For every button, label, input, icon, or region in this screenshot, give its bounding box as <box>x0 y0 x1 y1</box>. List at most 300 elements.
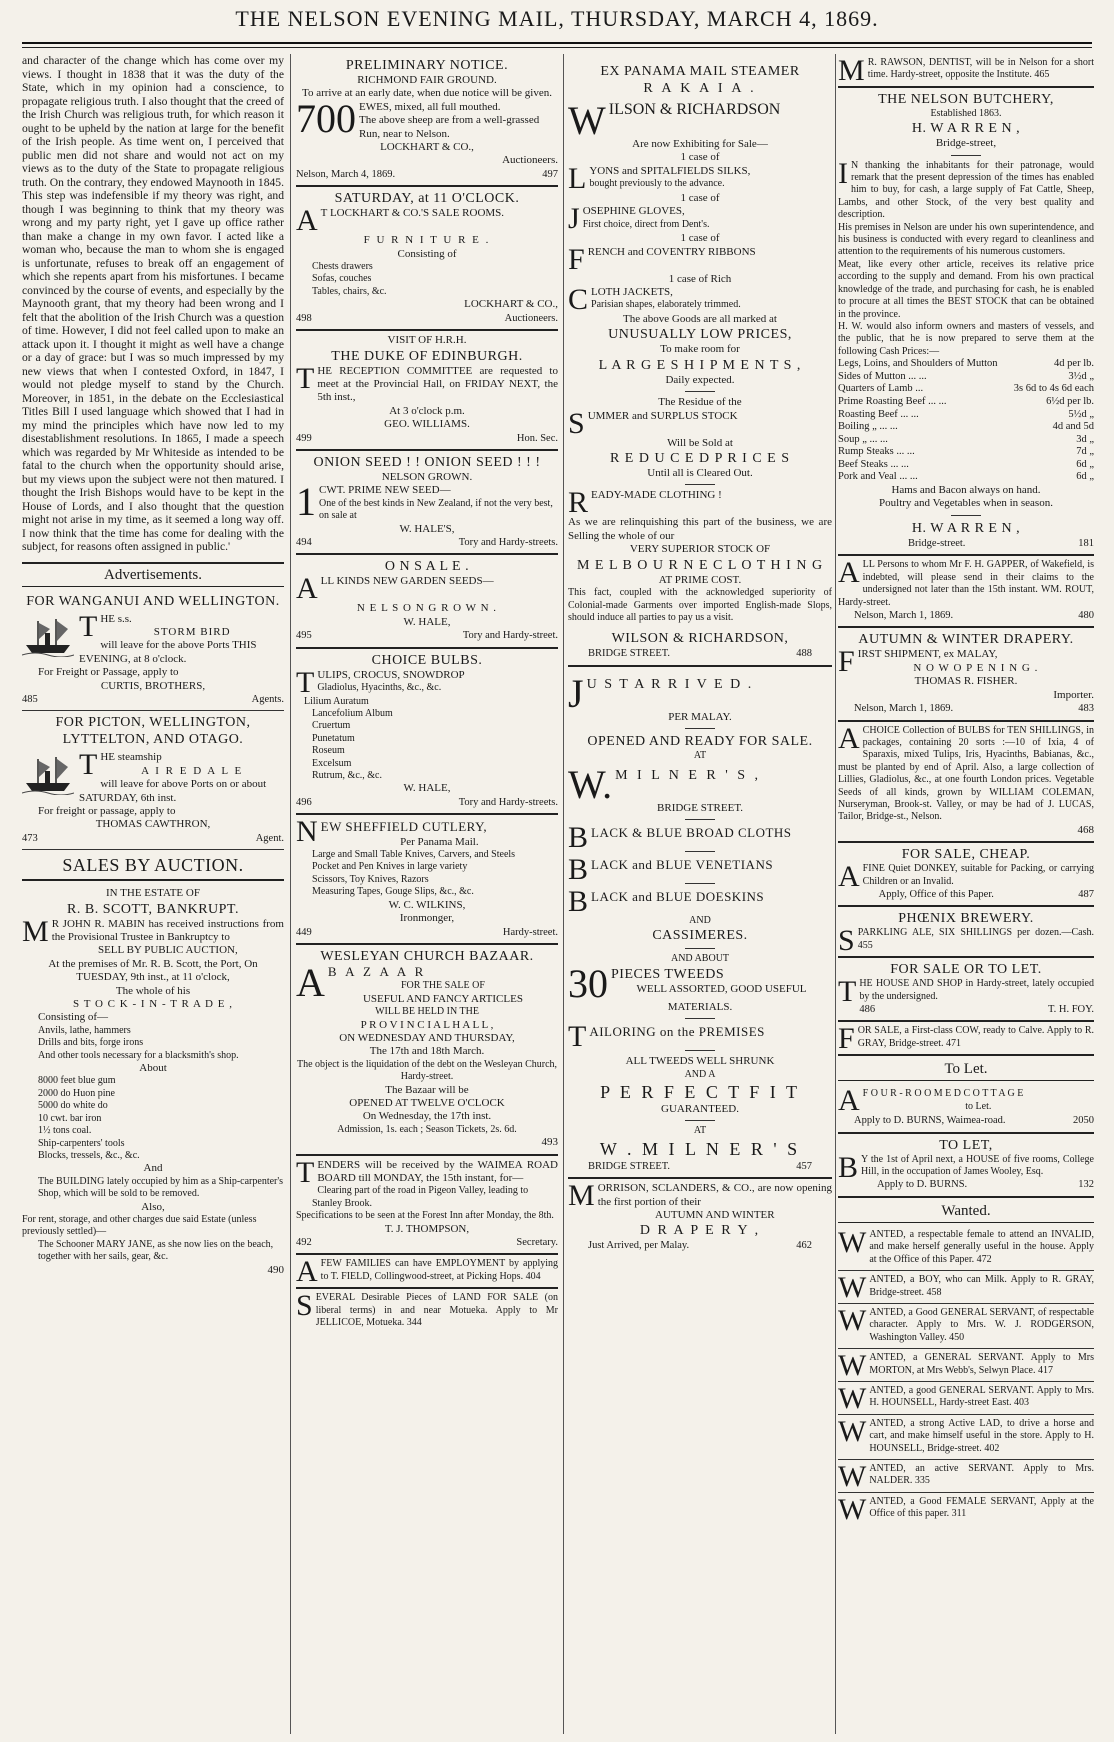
estate-line2: R. B. SCOTT, BANKRUPT. <box>67 901 239 917</box>
estate-ad <box>22 884 284 1281</box>
dropcap: A <box>296 1255 318 1289</box>
ad-number: 486 <box>859 1004 876 1016</box>
cow-body: OR SALE, a First-class COW, ready to Calve. Apply to R. GRAY, Bridge-street. <box>857 1025 1094 1049</box>
butchery-name: H. W A R R E N , <box>911 121 1021 137</box>
divider <box>685 1050 715 1051</box>
dropcap: F <box>568 242 585 276</box>
tolet2-apply: Apply to D. BURNS. <box>877 1179 968 1191</box>
column-1 <box>22 54 284 1734</box>
ad-number: 497 <box>542 168 558 180</box>
wanted-ad <box>838 1382 1094 1415</box>
estate-rent: For rent, storage, and other charges due said Estate (unless previously settled)— <box>22 1213 257 1238</box>
butchery-p3: Meat, like every other article, receives its relative price according to the supply and demand. From his own practical knowledge of the trade, and purchasing for cash, he is enabled to procure at all times the BEST STOCK that can be obtained in the province. <box>838 258 1094 320</box>
wanganui-freight: For Freight or Passage, apply to <box>38 666 179 679</box>
ad-number: 181 <box>1078 537 1094 549</box>
wanted-ad <box>838 1493 1094 1525</box>
bulbs-item: Gladiolus, Hyacinths, &c., &c. <box>317 682 442 693</box>
wanganui-ad <box>22 590 284 712</box>
ad-number: 311 <box>951 1508 967 1520</box>
onsale-street: Tory and Hardy-street. <box>462 630 558 642</box>
butchery-poultry: Poultry and Vegetables when in season. <box>879 497 1053 510</box>
estate-sell: SELL BY PUBLIC AUCTION, <box>97 944 238 957</box>
dropcap: W <box>838 1349 867 1383</box>
dropcap: M <box>568 1179 595 1213</box>
ad-number: 494 <box>296 536 312 548</box>
bazaar-opened: OPENED AT TWELVE O'CLOCK <box>349 1096 505 1109</box>
dropcap: W <box>838 1414 867 1448</box>
bazaar-admission: Admission, 1s. each ; Season Tickets, 2s. 6d. <box>337 1123 517 1135</box>
bulbs-sign: W. HALE, <box>403 782 451 795</box>
estate-and: And <box>143 1162 163 1175</box>
onion-sub: NELSON GROWN. <box>381 470 473 483</box>
price-value: 6½d per lb. <box>1046 395 1094 407</box>
bazaar-title: WESLEYAN CHURCH BAZAAR. <box>320 948 534 964</box>
phoenix-title: PHŒNIX BREWERY. <box>898 911 1034 927</box>
rakaia-fact: This fact, coupled with the acknowledged superiority of Colonial-made Garments over imported English-made Slops, should induce all parties to pay us a visit. <box>568 587 832 623</box>
dropcap: A <box>838 1084 860 1118</box>
estate-item: And other tools necessary for a blacksmith's shop. <box>38 1049 239 1061</box>
wanganui-agents: Agents. <box>251 693 284 705</box>
ad-number: 472 <box>976 1253 992 1265</box>
divider <box>685 819 715 820</box>
price-item: Sides of Mutton ... ... <box>838 370 927 382</box>
ad-number: 488 <box>796 648 812 660</box>
donkey-apply: Apply, Office of this Paper. <box>878 889 994 900</box>
divider <box>685 948 715 949</box>
divider <box>685 851 715 852</box>
big-number: 1 <box>296 479 316 525</box>
cottage-line: F O U R - R O O M E D C O T T A G E <box>862 1088 1024 1100</box>
wanted-body: ANTED, a Good FEMALE SERVANT, Apply at the Office of this paper. <box>869 1495 1094 1520</box>
prelim-desc: The above sheep are from a well-grassed Run, near to Nelson. <box>359 114 540 140</box>
saturday-auct: Auctioneers. <box>504 312 558 324</box>
saturday-item: Sofas, couches <box>312 273 372 285</box>
milner-cassimeres: CASSIMERES. <box>652 928 748 944</box>
milner-perfect: P E R F E C T F I T <box>600 1081 800 1102</box>
ad-number: 473 <box>22 832 38 844</box>
wanganui-line1: HE s.s. <box>100 612 132 625</box>
forsale-sign: T. H. FOY. <box>1048 1004 1094 1016</box>
butchery-sign: H. W A R R E N , <box>911 520 1021 536</box>
divider <box>685 728 715 729</box>
dropcap: F <box>838 1022 855 1056</box>
ad-number: 485 <box>22 693 38 705</box>
sales-by-auction-header: SALES BY AUCTION. <box>22 854 284 881</box>
price-item: Legs, Loins, and Shoulders of Mutton <box>838 358 998 370</box>
dropcap: B <box>568 852 589 886</box>
ad-number: 493 <box>541 1136 558 1149</box>
cottage-ad <box>838 1084 1094 1133</box>
autumn-sign: THOMAS R. FISHER. <box>914 675 1018 688</box>
bulbs-body: CHOICE Collection of BULBS for TEN SHILLINGS, in packages, containing 20 sorts :—10 of Ixia, 4 of Sparaxis, mixed Tulips, Iris, Hyacinths, Babianas, &c., must be planted by end of April. Also, a large collection of Lillies, Gladiolus, &c., at one fourth London prices. Vegetable Seeds of all kinds, grown by WILLIAM COLEMAN, Nurseryman, Brook-st. Valley, or may be had of J. LUCAS, Tailor, Bridge-st., Nelson. <box>838 724 1094 823</box>
price-value: 5½d „ <box>1068 408 1094 420</box>
lily-item: Cruertum <box>312 720 351 732</box>
big-number: 700 <box>296 95 356 141</box>
wanganui-title: FOR WANGANUI AND WELLINGTON. <box>26 593 280 609</box>
estate-schooner: The Schooner MARY JANE, as she now lies on the beach, together with her sails, gear, &c. <box>38 1238 274 1263</box>
price-value: 7d „ <box>1076 446 1094 458</box>
bazaar-ad <box>296 945 558 1156</box>
dropcap: M <box>838 54 865 87</box>
price-row <box>838 471 1094 484</box>
rakaia-lyons: YONS and SPITALFIELDS SILKS, <box>589 164 751 177</box>
rakaia-lyons-sub: bought previously to the advance. <box>589 178 725 190</box>
milner-at: AT <box>693 750 707 762</box>
lily-item: Roseum <box>312 745 345 757</box>
prelim-sub: RICHMOND FAIR GROUND. <box>357 74 497 86</box>
picton-ad <box>22 711 284 850</box>
rakaia-gloves-sub: First choice, direct from Dent's. <box>582 218 710 230</box>
autumn-drapery-ad <box>838 628 1094 721</box>
estate-stock: S T O C K - I N - T R A D E , <box>73 998 233 1011</box>
rakaia-sign: WILSON & RICHARDSON, <box>611 631 789 647</box>
visit-sign: GEO. WILLIAMS. <box>384 418 470 431</box>
rakaia-relinquish: As we are relinquishing this part of the business, we are Selling the whole of our <box>568 516 832 542</box>
article-text: and character of the change which has come over my views. I thought in 1838 that it was the duty of the State, which in my opinion had a conscience, to propagate religious truth. I also thought that the creed of the Irish Church was religious truth, for which reason it ought to be upheld by the nation at large for the benefit of the Irish people. As time went on, I perceived that public men did not share and would not act on my views as to the duty of the State to propagate religious truth. On the contrary, they endowed Maynooth in 1845. This step was indefensible if my theory was right, and though I was beginning to think that my theory was wrong and my party right, yet I gave up office rather than make a change in my own favor. I acted like a woman who, because the man to whom she is engaged is unfortunate, refuses to break off an engagement of which she repents apart from his misfortunes. I became convinced by the course of events, and especially by the Maynooth grant, that my theory had been wrong and I felt that the abolition of the Irish Church was a question of time. However, I did not feel called upon to make an attack upon it. I thought it might as well have a change or a day of grace: but I was so much impressed by my new views that when I contested Oxford, in 1847, I would not pledge myself to stand by the Church. Moreover, in 1851, in the debate on the Ecclesiastical Titles Bill I used language which showed that I had in my mind the principles which have now led to my disestablishment resolutions. In 1865, I made a speech which was regarded by Mr Whiteside as intended to be fatal to the church when the opportunity should arise, but my views upon the subject were not then matured. I thought the Irish Bishops would have to be kept in the House of Lords, and I also thought that the question might not arise in my time, as it seemed a long way off. I now think that the time has come for dealing with the subject, for reasons often assigned in public.' <box>22 54 284 553</box>
dropcap: A <box>296 959 325 1005</box>
ad-number: 492 <box>296 1237 312 1249</box>
bazaar-object: The object is the liquidation of the debt on the Wesleyan Church, Hardy-street. <box>296 1058 558 1083</box>
ad-number: 455 <box>857 939 873 951</box>
tolet2-title: TO LET, <box>939 1137 993 1153</box>
dropcap: T <box>296 1155 315 1189</box>
saturday-firm: LOCKHART & CO., <box>464 298 558 311</box>
milner-arrived: U S T A R R I V E D . <box>586 676 754 692</box>
ad-number: 490 <box>267 1263 284 1276</box>
lily-item: Punetatum <box>312 732 355 744</box>
autumn-line1: IRST SHIPMENT, ex MALAY, <box>857 648 998 661</box>
milner-tailoring: AILORING on the PREMISES <box>589 1024 765 1040</box>
ad-number: 450 <box>949 1331 965 1343</box>
dropcap: W <box>838 1459 867 1493</box>
case-label: 1 case of <box>680 151 720 164</box>
prelim-body: To arrive at an early date, when due notice will be given. <box>302 87 552 100</box>
rakaia-room: To make room for <box>660 343 740 356</box>
wanted-body: ANTED, a BOY, who can Milk. Apply to R. GRAY, Bridge-street. <box>869 1274 1094 1298</box>
onsale-sign: W. HALE, <box>403 615 451 628</box>
dropcap: W <box>838 1271 867 1305</box>
dropcap: L <box>568 161 587 195</box>
masthead: THE NELSON EVENING MAIL, THURSDAY, MARCH 4, 1869. <box>235 6 879 31</box>
divider <box>951 155 981 156</box>
saturday-item: Chests drawers <box>312 261 373 273</box>
cottage-sub: to Let. <box>965 1100 992 1112</box>
price-value: 3½d „ <box>1068 370 1094 382</box>
bazaar-arts: USEFUL AND FANCY ARTICLES <box>362 992 523 1005</box>
estate-line1: IN THE ESTATE OF <box>106 887 200 900</box>
bulbs-item: Lilium Auratum <box>304 695 369 707</box>
rawson-body: R. RAWSON, DENTIST, will be in Nelson for a short time. Hardy-street, opposite the Institute. <box>867 57 1094 81</box>
bazaar-dates: The 17th and 18th March. <box>369 1045 485 1058</box>
wanted-ad <box>838 1271 1094 1304</box>
price-row <box>838 459 1094 472</box>
wanted-body: ANTED, an active SERVANT. Apply to Mrs. NALDER. <box>869 1462 1094 1487</box>
price-row <box>838 421 1094 434</box>
ad-number: 495 <box>296 630 312 642</box>
milner-name2: W . M I L N E R ' S <box>599 1138 801 1159</box>
cutlery-ad <box>296 815 558 945</box>
price-row <box>838 409 1094 422</box>
preliminary-notice-ad <box>296 54 558 187</box>
estate-body: R JOHN R. MABIN has received instructions from the Provisional Trustee in Bankruptcy to <box>51 917 284 943</box>
wanganui-ship: STORM BIRD <box>153 625 231 638</box>
cottage-apply: Apply to D. BURNS, Waimea-road. <box>854 1115 1006 1127</box>
saturday-line: T LOCKHART & CO.'S SALE ROOMS. <box>320 207 505 220</box>
dropcap: T <box>79 612 98 643</box>
butchery-p4: H. W. would also inform owners and masters of vessels, and the public, that he is now prepared to serve them at the following Cash Prices:— <box>838 320 1094 357</box>
bulbs-title: CHOICE BULBS. <box>371 652 483 668</box>
cutlery-street: Hardy-street. <box>502 926 558 938</box>
dropcap: W <box>838 1381 867 1415</box>
rakaia-summer: UMMER and SURPLUS STOCK <box>587 409 738 422</box>
phoenix-body: PARKLING ALE, SIX SHILLINGS per dozen.—Cash. <box>857 927 1094 939</box>
duke-visit-ad <box>296 331 558 451</box>
onsale-grown: N E L S O N G R O W N . <box>356 602 498 615</box>
milner-and: AND <box>689 914 711 926</box>
milner-ad <box>568 667 832 1179</box>
rakaia-cloth-sub: Parisian shapes, elaborately trimmed. <box>591 299 741 311</box>
tenders-ad <box>296 1156 558 1256</box>
milner-pieces: PIECES TWEEDS <box>611 966 725 982</box>
dropcap: J <box>568 670 584 716</box>
autumn-title: AUTUMN & WINTER DRAPERY. <box>858 632 1074 648</box>
sale-or-let-ad <box>838 958 1094 1022</box>
price-row <box>838 446 1094 459</box>
estate-also: Also, <box>141 1200 165 1213</box>
cow-ad <box>838 1022 1094 1056</box>
ad-number: 462 <box>796 1240 812 1252</box>
rakaia-melbourne: M E L B O U R N E C L O T H I N G <box>576 557 824 573</box>
wanted-ad <box>838 1226 1094 1271</box>
families-body: FEW FAMILIES can have EMPLOYMENT by applying to T. FIELD, Collingwood-street, at Picking Hops. <box>320 1258 558 1282</box>
ad-number: 458 <box>926 1286 942 1298</box>
estate-item: Anvils, lathe, hammers <box>38 1024 131 1036</box>
forsale-title: FOR SALE OR TO LET. <box>890 962 1042 978</box>
bazaar-days: ON WEDNESDAY AND THURSDAY, <box>339 1031 515 1044</box>
price-list <box>838 358 1094 484</box>
butchery-p1: N thanking the inhabitants for their patronage, would remark that the present depression of the times has enabled him to buy, for cash, a large supply of Fat Cattle, Sheep, Lambs, and other Stock, of the very best quality and description. <box>838 159 1094 221</box>
dropcap: F <box>838 645 855 679</box>
rakaia-reduced: R E D U C E D P R I C E S <box>609 451 791 467</box>
dropcap: R <box>568 486 589 520</box>
butchery-est: Established 1863. <box>930 107 1002 119</box>
estate-timber: 5000 do white do <box>38 1100 108 1112</box>
dropcap: T <box>838 975 857 1009</box>
visit-body: HE RECEPTION COMMITTEE are requested to meet at the Provincial Hall, on FRIDAY NEXT, the 5th inst., <box>317 364 558 404</box>
rakaia-shipments: L A R G E S H I P M E N T S , <box>598 357 802 373</box>
saturday-item: Tables, chairs, &c. <box>312 285 387 297</box>
wanted-body: ANTED, a strong Active LAD, to drive a horse and cart, and make himself useful in the store. Apply to H. HOUNSELL, Bridge-street. <box>869 1417 1094 1454</box>
rawson-ad <box>838 54 1094 88</box>
picton-freight: For freight or passage, apply to <box>38 804 176 817</box>
column-divider <box>290 54 291 1734</box>
bulbs-street: Tory and Hardy-streets. <box>458 796 558 808</box>
ad-number: 471 <box>946 1037 962 1049</box>
cutlery-sub: Per Panama Mail. <box>400 835 479 848</box>
tenders-sec: Secretary. <box>516 1237 558 1249</box>
big-number: 30 <box>568 960 608 1006</box>
picton-agents: Agent. <box>255 832 284 844</box>
ad-number: 498 <box>296 312 312 324</box>
milner-b2: LACK and BLUE VENETIANS <box>591 856 774 872</box>
rakaia-prices: UNUSUALLY LOW PRICES, <box>608 327 792 343</box>
wanted-ad <box>838 1415 1094 1460</box>
prelim-auct: Auctioneers. <box>502 154 558 167</box>
rakaia-french: RENCH and COVENTRY RIBBONS <box>587 245 756 258</box>
autumn-role: Importer. <box>1053 688 1094 701</box>
wanted-body: ANTED, a GENERAL SERVANT. Apply to Mrs MORTON, at Mrs Webb's, Selwyn Place. <box>869 1352 1094 1376</box>
cutlery-item: Measuring Tapes, Gouge Slips, &c., &c. <box>312 886 474 898</box>
dropcap: S <box>838 924 855 958</box>
butchery-ad <box>838 88 1094 556</box>
picton-agent: THOMAS CAWTHRON, <box>95 818 211 831</box>
dropcap: T <box>568 1020 587 1054</box>
rakaia-sold: Will be Sold at <box>667 436 733 449</box>
ad-number: 402 <box>984 1442 1000 1454</box>
dropcap: A <box>296 572 318 606</box>
cutlery-item: Pocket and Pen Knives in large variety <box>312 861 468 873</box>
milner-about: AND ABOUT <box>670 953 730 965</box>
rakaia-line1: EX PANAMA MAIL STEAMER <box>600 64 800 79</box>
column-4 <box>838 54 1094 1734</box>
estate-timber: 2000 do Huon pine <box>38 1087 115 1099</box>
dropcap: I <box>838 156 848 190</box>
land-body: EVERAL Desirable Pieces of LAND FOR SALE (on liberal terms) in and near Motueka. Apply to Mr JELLICOE, Motueka. <box>315 1292 558 1329</box>
autumn-date: Nelson, March 1, 1869. <box>854 703 954 715</box>
rakaia-line2: R A K A I A . <box>643 81 757 96</box>
ad-number: 468 <box>1077 823 1094 836</box>
case-label: 1 case of <box>680 191 720 204</box>
milner-b3: LACK and BLUE DOESKINS <box>591 888 765 904</box>
ad-number: 457 <box>796 1160 812 1172</box>
on-sale-ad <box>296 555 558 648</box>
masthead-rule-thin <box>22 47 1092 48</box>
divider <box>685 883 715 884</box>
butchery-hams: Hams and Bacon always on hand. <box>891 484 1041 497</box>
price-item: Beef Steaks ... ... <box>838 458 909 470</box>
cutlery-trade: Ironmonger, <box>399 912 455 925</box>
lily-item: Excelsum <box>312 757 352 769</box>
column-divider <box>835 54 836 1734</box>
dropcap: A <box>838 556 860 590</box>
rakaia-until: Until all is Cleared Out. <box>647 467 753 480</box>
bazaar-word: B A Z A A R <box>327 963 427 979</box>
morrison-ad <box>568 1179 832 1257</box>
wanted-body: ANTED, a Good GENERAL SERVANT, of respectable character. Apply to Mrs. W. J. RODGERSON, Washington Valley. <box>869 1306 1094 1343</box>
dropcap: W <box>568 98 606 143</box>
families-ad <box>296 1255 558 1289</box>
donkey-title: FOR SALE, CHEAP. <box>901 847 1031 863</box>
morrison-arrived: Just Arrived, per Malay. <box>588 1240 690 1252</box>
price-value: 4d per lb. <box>1054 358 1094 370</box>
picton-ship: A I R E D A L E <box>141 764 244 777</box>
rakaia-marked: The above Goods are all marked at <box>623 313 777 326</box>
bazaar-hall: P R O V I N C I A L H A L L , <box>360 1018 494 1031</box>
milner-at2: AT <box>693 1125 707 1137</box>
ad-number: 499 <box>296 432 312 444</box>
milner-materials: MATERIALS. <box>667 1000 733 1013</box>
dropcap: W <box>838 1303 867 1337</box>
wanted-header: Wanted. <box>838 1200 1094 1223</box>
dropcap: T <box>296 361 315 395</box>
wanted-ad <box>838 1304 1094 1349</box>
donkey-ad <box>838 843 1094 907</box>
price-row <box>838 383 1094 396</box>
tenders-body: ENDERS will be received by the WAIMEA ROAD BOARD till MONDAY, the 15th instant, for— <box>317 1158 558 1184</box>
dropcap: B <box>838 1150 859 1184</box>
butchery-street: Bridge-street, <box>935 137 997 150</box>
rakaia-firm: ILSON & RICHARDSON <box>608 101 781 118</box>
dropcap: A <box>296 204 318 238</box>
gapper-body: LL Persons to whom Mr F. H. GAPPER, of Wakefield, is indebted, will please send in their claims to the undersigned not later than the 15th instant. WM. ROUT, Hardy-street. <box>838 559 1094 608</box>
dropcap: S <box>568 406 585 440</box>
milner-street2: BRIDGE STREET. <box>588 1160 671 1172</box>
estate-timber: 8000 feet blue gum <box>38 1075 116 1087</box>
dropcap: N <box>296 815 318 849</box>
dropcap: B <box>568 884 589 918</box>
ad-number: 404 <box>525 1270 541 1282</box>
price-item: Pork and Veal ... ... <box>838 471 918 483</box>
wanganui-body: will leave for the above Ports THIS EVENING, at 8 o'clock. <box>79 639 257 665</box>
milner-b1: LACK & BLUE BROAD CLOTHS <box>591 824 792 840</box>
dropcap: C <box>568 283 589 317</box>
bazaar-on: On Wednesday, the 17th inst. <box>362 1110 492 1123</box>
picton-title: FOR PICTON, WELLINGTON, LYTTELTON, AND OTAGO. <box>55 715 251 748</box>
estate-building: The BUILDING lately occupied by him as a Ship-carpenter's Shop, which will be sold to be removed. <box>38 1175 284 1200</box>
tenders-spec: Specifications to be seen at the Forest Inn after Monday, the 8th. <box>296 1210 554 1222</box>
picton-body: will leave for above Ports on or about SATURDAY, 6th inst. <box>79 778 267 804</box>
wilson-richardson-ad <box>568 54 832 667</box>
bulbs-collection-ad <box>838 722 1094 844</box>
rakaia-ready: EADY-MADE CLOTHING ! <box>591 489 722 502</box>
milner-assorted: WELL ASSORTED, GOOD USEFUL <box>636 982 807 995</box>
onion-seed-ad <box>296 451 558 555</box>
onion-street: Tory and Hardy-streets. <box>458 536 558 548</box>
rakaia-superior: VERY SUPERIOR STOCK OF <box>629 543 771 556</box>
autumn-line2: N O W O P E N I N G . <box>913 661 1039 674</box>
tenders-clearing: Clearing part of the road in Pigeon Valley, leading to Stanley Brook. <box>312 1185 529 1209</box>
cutlery-item: Large and Small Table Knives, Carvers, and Steels <box>312 849 516 861</box>
estate-timber: 10 cwt. bar iron <box>38 1112 102 1124</box>
cutlery-item: Scissors, Toy Knives, Razors <box>312 873 429 885</box>
wanganui-agent: CURTIS, BROTHERS, <box>100 679 206 692</box>
dropcap: T <box>79 751 98 782</box>
ad-number: 344 <box>406 1317 422 1329</box>
rakaia-exhibiting: Are now Exhibiting for Sale— <box>632 138 768 150</box>
butchery-p2: His premises in Nelson are under his own superintendence, and his business is conducted with every regard to cleanliness and attention to the requirements of his numerous customers. <box>838 221 1094 258</box>
butchery-title: THE NELSON BUTCHERY, <box>878 91 1054 107</box>
onsale-line: LL KINDS NEW GARDEN SEEDS— <box>320 575 494 588</box>
case-label: 1 case of <box>680 232 720 245</box>
price-row <box>838 358 1094 371</box>
dropcap: W. <box>568 761 613 807</box>
price-item: Rump Steaks ... ... <box>838 446 915 458</box>
visit-sec: Hon. Sec. <box>516 432 558 444</box>
milner-opened: OPENED AND READY FOR SALE. <box>587 734 813 750</box>
price-item: Quarters of Lamb ... <box>838 383 924 395</box>
morrison-drapery: D R A P E R Y , <box>639 1223 761 1239</box>
milner-and-a: AND A <box>684 1068 716 1080</box>
rakaia-street: BRIDGE STREET. <box>588 648 671 660</box>
dropcap: W <box>838 1225 867 1259</box>
morrison-body: ORRISON, SCLANDERS, & CO., are now opening the first portion of their <box>597 1182 832 1208</box>
dropcap: J <box>568 202 580 236</box>
divider <box>685 484 715 485</box>
price-item: Boiling „ ... ... <box>838 421 898 433</box>
to-let-header: To Let. <box>838 1058 1094 1081</box>
divider <box>685 1018 715 1019</box>
milner-guaranteed: GUARANTEED. <box>661 1102 739 1115</box>
